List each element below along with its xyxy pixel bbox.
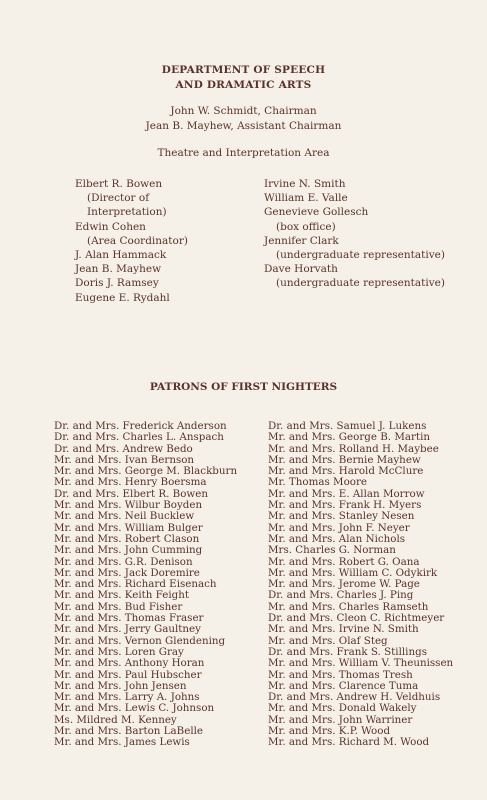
patron-entry: Mrs. Charles G. Norman — [268, 544, 396, 557]
faculty-member: Irvine N. Smith — [264, 178, 346, 190]
patron-entry: Ms. Mildred M. Kenney — [54, 713, 177, 726]
department-heading — [0, 63, 487, 93]
patron-entry: Mr. and Mrs. Neil Bucklew — [54, 510, 195, 523]
patron-entry: Mr. and Mrs. Donald Wakely — [268, 702, 417, 715]
faculty-member: J. Alan Hammack — [75, 249, 167, 262]
patron-entry: Mr. and Mrs. Richard Eisenach — [54, 578, 217, 591]
patron-entry: Mr. and Mrs. John Warriner — [268, 713, 413, 726]
area-title: Theatre and Interpretation Area — [157, 147, 330, 159]
patron-entry: Dr. and Mrs. Andrew H. Veldhuis — [268, 691, 441, 704]
patron-entry: Dr. and Mrs. Samuel J. Lukens — [268, 420, 427, 432]
patron-entry: Mr. and Mrs. William V. Theunissen — [268, 657, 454, 670]
patron-entry: Mr. and Mrs. William Bulger — [54, 521, 203, 534]
patron-entry: Mr. and Mrs. Irvine N. Smith — [268, 623, 419, 636]
patron-entry: Dr. and Mrs. Frederick Anderson — [54, 420, 227, 432]
patron-entry: Dr. and Mrs. Charles J. Ping — [268, 589, 414, 602]
patron-entry: Mr. and Mrs. Barton LaBelle — [54, 725, 203, 738]
patron-entry: Mr. and Mrs. Richard M. Wood — [268, 736, 430, 749]
patron-entry: Mr. and Mrs. Bernie Mayhew — [268, 453, 421, 466]
patron-entry: Mr. and Mrs. Robert G. Oana — [268, 555, 420, 568]
faculty-member: Dave Horvath — [264, 263, 338, 276]
patrons-list-right — [268, 421, 453, 749]
faculty-note: (undergraduate representative) — [276, 277, 445, 290]
patron-entry: Mr. and Mrs. Paul Hubscher — [54, 668, 202, 681]
patron-entry: Dr. and Mrs. Charles L. Anspach — [54, 431, 224, 444]
faculty-list-left — [75, 177, 188, 305]
patron-entry: Mr. and Mrs. Harold McClure — [268, 465, 424, 478]
patron-entry: Dr. and Mrs. Frank S. Stillings — [268, 645, 427, 658]
patron-entry: Mr. and Mrs. Bud Fisher — [54, 600, 183, 613]
faculty-note: (Director of — [87, 192, 150, 205]
patron-entry: Mr. and Mrs. Clarence Tuma — [268, 679, 419, 692]
patron-entry: Mr. and Mrs. William C. Odykirk — [268, 566, 438, 579]
faculty-member: Edwin Cohen — [75, 220, 146, 233]
faculty-note: (undergraduate representative) — [276, 249, 445, 262]
patron-entry: Mr. and Mrs. Charles Ramseth — [268, 600, 429, 613]
patrons-list-left — [54, 421, 237, 749]
patron-entry: Mr. and Mrs. Robert Clason — [54, 532, 200, 545]
patron-entry: Mr. and Mrs. Keith Feight — [54, 589, 189, 602]
patron-entry: Mr. and Mrs. Wilbur Boyden — [54, 499, 203, 512]
patron-entry: Mr. and Mrs. James Lewis — [54, 736, 190, 749]
patron-entry: Mr. and Mrs. Rolland H. Maybee — [268, 442, 439, 455]
department-heading-line-1: DEPARTMENT OF SPEECH — [161, 64, 326, 76]
patron-entry: Dr. and Mrs. Cleon C. Richtmeyer — [268, 612, 445, 625]
patron-entry: Mr. and Mrs. G.R. Denison — [54, 555, 193, 568]
patrons-heading: PATRONS OF FIRST NIGHTERS — [149, 381, 338, 393]
patron-entry: Mr. and Mrs. Olaf Steg — [268, 634, 388, 647]
patron-entry: Mr. Thomas Moore — [268, 476, 367, 489]
patron-entry: Mr. and Mrs. Lewis C. Johnson — [54, 702, 215, 715]
patron-entry: Mr. and Mrs. Vernon Glendening — [54, 634, 226, 647]
department-staff — [0, 104, 487, 133]
faculty-member: Elbert R. Bowen — [75, 178, 163, 190]
faculty-member: Jennifer Clark — [264, 234, 339, 247]
patron-entry: Mr. and Mrs. John F. Neyer — [268, 521, 410, 534]
patron-entry: Mr. and Mrs. Henry Boersma — [54, 476, 207, 489]
patron-entry: Mr. and Mrs. Loren Gray — [54, 645, 184, 658]
faculty-note: Interpretation) — [87, 206, 167, 219]
faculty-note: (box office) — [276, 220, 336, 233]
faculty-member: Genevieve Gollesch — [264, 206, 369, 219]
chairman: John W. Schmidt, Chairman — [170, 105, 317, 117]
patron-entry: Mr. and Mrs. E. Allan Morrow — [268, 487, 425, 500]
patron-entry: Mr. and Mrs. George B. Martin — [268, 431, 430, 444]
patron-entry: Dr. and Mrs. Elbert R. Bowen — [54, 487, 208, 500]
department-heading-line-2: AND DRAMATIC ARTS — [175, 79, 312, 91]
patron-entry: Mr. and Mrs. Thomas Tresh — [268, 668, 413, 681]
patron-entry: Mr. and Mrs. K.P. Wood — [268, 725, 391, 738]
patron-entry: Mr. and Mrs. Jack Doremire — [54, 566, 200, 579]
faculty-member: Jean B. Mayhew — [75, 263, 162, 276]
patron-entry: Mr. and Mrs. John Cumming — [54, 544, 203, 557]
patron-entry: Mr. and Mrs. Jerome W. Page — [268, 578, 420, 591]
patron-entry: Mr. and Mrs. Larry A. Johns — [54, 691, 200, 704]
patron-entry: Mr. and Mrs. Anthony Horan — [54, 657, 205, 670]
faculty-member: Eugene E. Rydahl — [75, 291, 170, 304]
assistant-chairman: Jean B. Mayhew, Assistant Chairman — [145, 119, 342, 132]
patron-entry: Mr. and Mrs. Stanley Nesen — [268, 510, 415, 523]
faculty-member: Doris J. Ramsey — [75, 277, 159, 290]
patron-entry: Mr. and Mrs. Ivan Bernson — [54, 453, 195, 466]
patron-entry: Mr. and Mrs. Alan Nichols — [268, 532, 406, 545]
patron-entry: Dr. and Mrs. Andrew Bedo — [54, 442, 193, 455]
patron-entry: Mr. and Mrs. Thomas Fraser — [54, 612, 204, 625]
faculty-note: (Area Coordinator) — [87, 234, 188, 247]
patron-entry: Mr. and Mrs. Frank H. Myers — [268, 499, 422, 512]
patron-entry: Mr. and Mrs. Jerry Gaultney — [54, 623, 201, 636]
patron-entry: Mr. and Mrs. John Jensen — [54, 679, 187, 692]
faculty-member: William E. Valle — [264, 192, 348, 205]
faculty-list-right — [264, 177, 445, 291]
patron-entry: Mr. and Mrs. George M. Blackburn — [54, 465, 238, 478]
